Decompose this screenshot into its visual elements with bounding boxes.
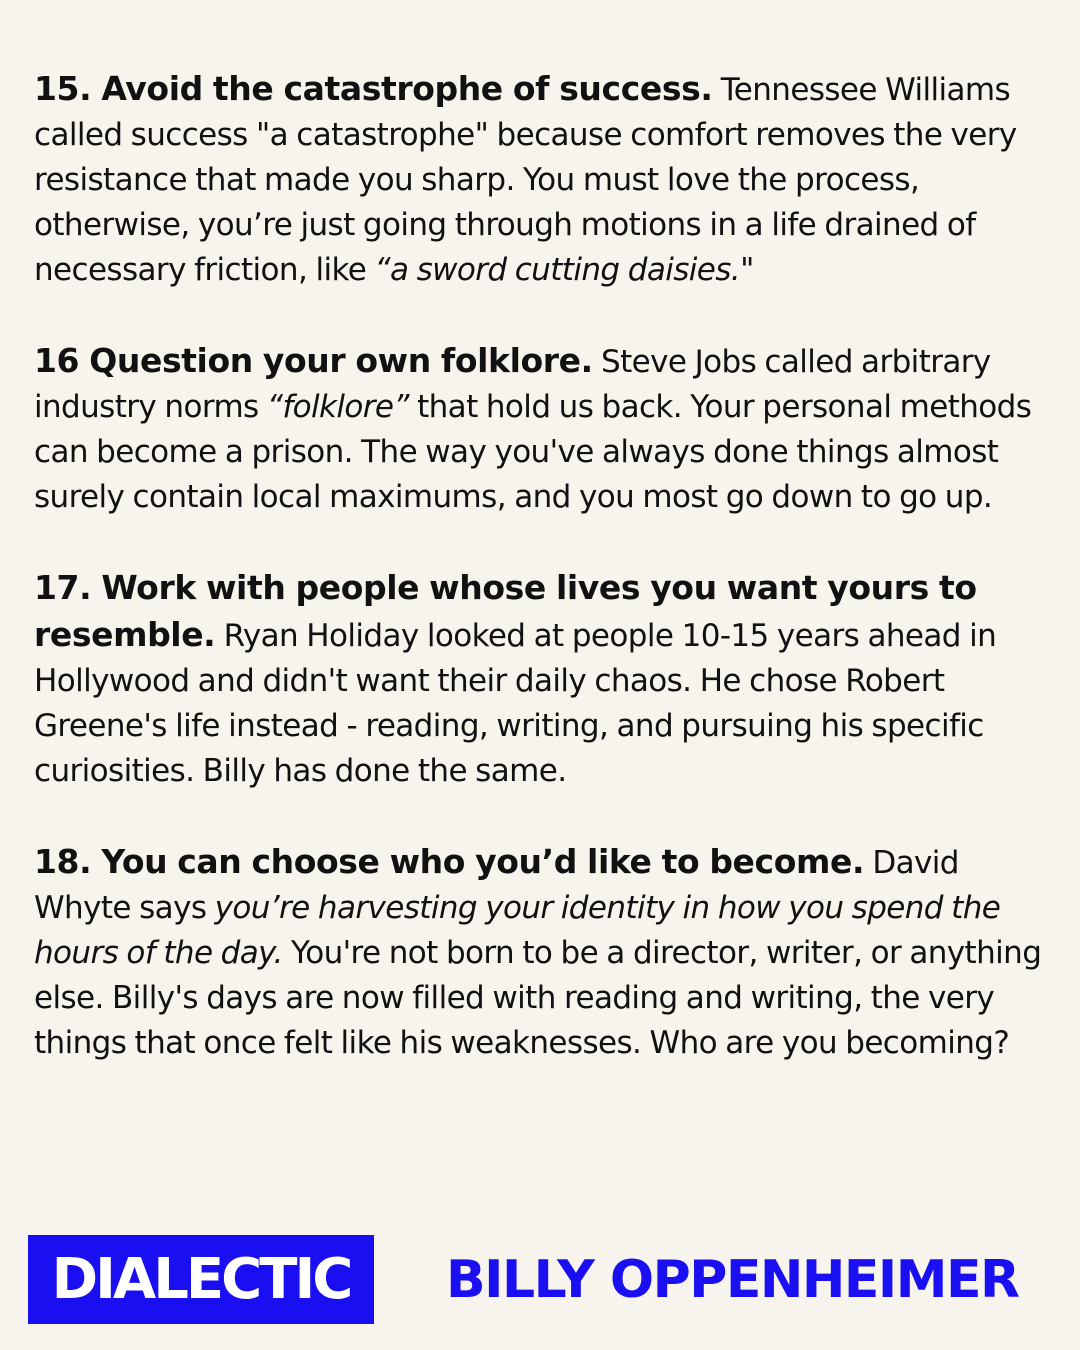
lesson-heading: 17. Work with people whose lives you want yours to resemble. [34, 568, 977, 654]
lesson-text: David Whyte says [34, 845, 959, 926]
article-body [34, 66, 1054, 1111]
author-name: BILLY OPPENHEIMER [446, 1249, 1019, 1310]
lesson-text: Ryan Holiday looked at people 10-15 years ahead in Hollywood and didn't want their daily chaos. He chose Robert Greene's life instead - reading, writing, and pursuing his specific curiosities. Billy has done the same. [34, 618, 997, 789]
lesson-heading: 15. Avoid the catastrophe of success. [34, 69, 713, 108]
lesson-quote: “a sword cutting daisies. [374, 252, 741, 288]
lesson-text: " [740, 252, 754, 288]
lesson-quote: you’re harvesting your identity in how you spend the hours of the day. [34, 890, 1001, 971]
lesson-heading: 16 Question your own folklore. [34, 341, 593, 380]
lesson-15 [34, 66, 1054, 293]
lesson-text: Tennessee Williams called success "a catastrophe" because comfort removes the very resistance that made you sharp. You must love the process, otherwise, you’re just going through motions in a life drained of necessary friction, like [34, 72, 1017, 288]
lesson-17 [34, 565, 1054, 794]
lesson-text: that hold us back. Your personal methods can become a prison. The way you've always done things almost surely contain local maximums, and you most go down to go up. [34, 389, 1032, 515]
lesson-text: Steve Jobs called arbitrary industry norms [34, 344, 991, 425]
dialectic-logo: DIALECTIC [28, 1235, 374, 1324]
lesson-18 [34, 839, 1054, 1066]
lesson-16 [34, 338, 1054, 520]
lesson-heading: 18. You can choose who you’d like to become. [34, 842, 865, 881]
lesson-text: You're not born to be a director, writer, or anything else. Billy's days are now filled with reading and writing, the very things that once felt like his weaknesses. Who are you becoming? [34, 935, 1042, 1061]
lesson-quote: “folklore” [266, 389, 409, 425]
